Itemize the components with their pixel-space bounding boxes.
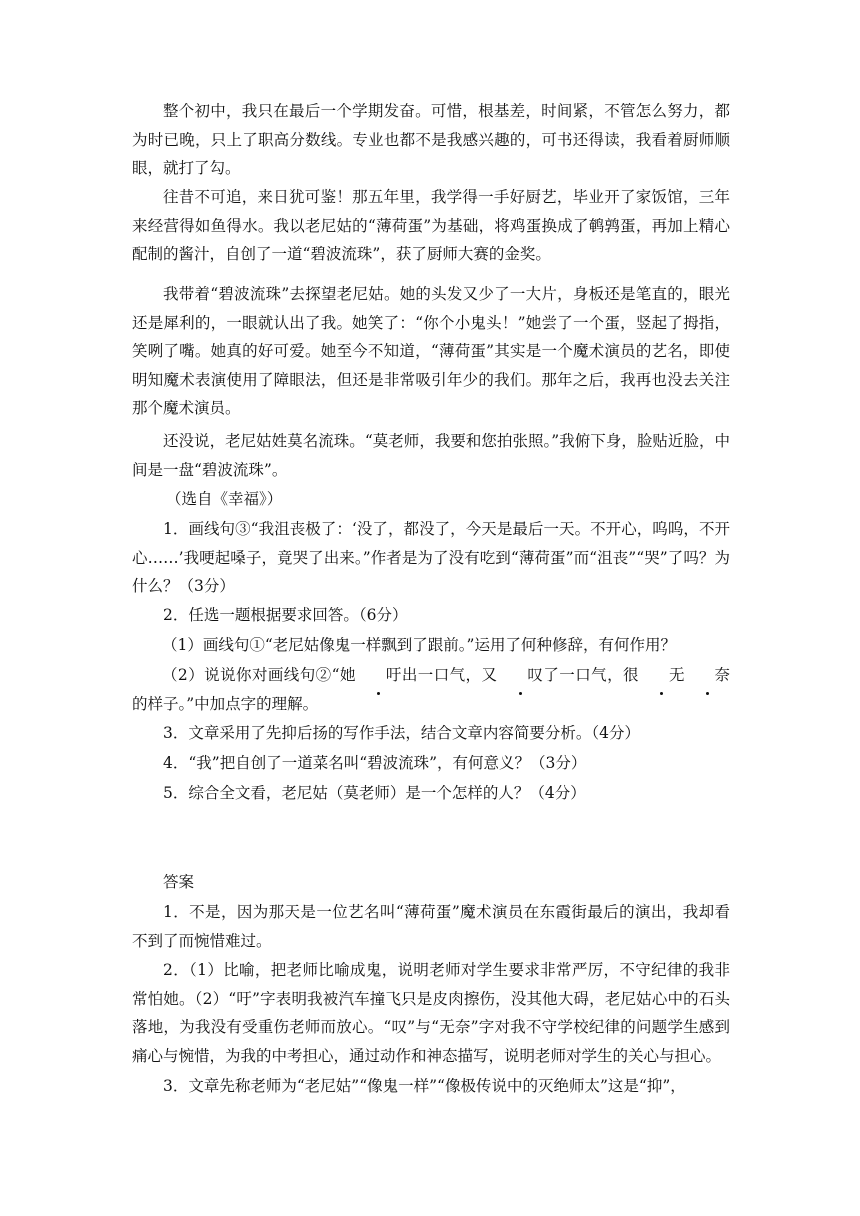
story-paragraph-1: 整个初中，我只在最后一个学期发奋。可惜，根基差，时间紧，不管怎么努力，都为时已晚，只上了职高分数线。专业也都不是我感兴趣的，可书还得读，我看着厨师顺眼，就打了勾。 [132, 102, 730, 177]
question-3: 3．文章采用了先抑后扬的写作手法，结合文章内容简要分析。（4分） [163, 724, 640, 742]
q2b-text-1: （2）说说你对画线句②“她 [162, 666, 356, 684]
emphasis-char-xu: 吁 [356, 661, 402, 690]
story-paragraph-3: 我带着“碧波流珠”去探望老尼姑。她的头发又少了一大片，身板还是笔直的，眼光还是犀利的，一眼就认出了我。她笑了：“你个小鬼头！”她尝了一个蛋，竖起了拇指，笑咧了嘴。她真的好可爱。她至今不知道，“薄荷蛋”其实是一个魔术演员的艺名，即使明知魔术表演使用了障眼法，但还是非常吸引年少的我们。那年之后，我再也没去关注那个魔术演员。 [132, 285, 730, 417]
answers-heading: 答案 [163, 873, 195, 891]
question-5: 5．综合全文看，老尼姑（莫老师）是一个怎样的人？（4分） [163, 784, 586, 802]
question-4: 4．“我”把自创了一道菜名叫“碧波流珠”，有何意义？（3分） [163, 754, 587, 772]
q2b-text-4: 的样子。”中加点字的理解。 [132, 694, 319, 713]
answer-1: 1．不是，因为那天是一位艺名叫“薄荷蛋”魔术演员在东霞街最后的演出，我却看不到了而惋惜难过。 [132, 903, 730, 950]
emphasis-char-wu: 无 [639, 661, 685, 690]
emphasis-char-tan: 叹 [497, 661, 543, 690]
answer-3: 3．文章先称老师为“老尼姑”“像鬼一样”“像极传说中的灭绝师太”这是“抑”， [163, 1077, 686, 1095]
q2b-text-2: 出一口气，又 [401, 666, 498, 684]
question-2-option-2 [132, 661, 730, 718]
emphasis-char-nai: 奈 [684, 661, 730, 690]
story-paragraph-4: 还没说，老尼姑姓莫名流珠。“莫老师，我要和您拍张照。”我俯下身，脸贴近脸，中间是一盘“碧波流珠”。 [132, 432, 730, 479]
story-source: （选自《幸福》） [166, 490, 283, 508]
question-2-option-1: （1）画线句①“老尼姑像鬼一样飘到了跟前。”运用了何种修辞，有何作用？ [162, 636, 676, 654]
question-1: 1．画线句③“我沮丧极了：‘没了，都没了，今天是最后一天。不开心，呜呜，不开心……’我哽起嗓子，竟哭了出来。”作者是为了没有吃到“薄荷蛋”而“沮丧”“哭”了吗？为什么？（3分） [132, 520, 730, 595]
question-2: 2．任选一题根据要求回答。（6分） [163, 606, 408, 624]
story-paragraph-2: 往昔不可追，来日犹可鉴！那五年里，我学得一手好厨艺，毕业开了家饭馆，三年来经营得如鱼得水。我以老尼姑的“薄荷蛋”为基础，将鸡蛋换成了鹌鹑蛋，再加上精心配制的酱汁，自创了一道“碧波流珠”，获了厨师大赛的金奖。 [132, 188, 730, 263]
answer-2: 2．（1）比喻，把老师比喻成鬼，说明老师对学生要求非常严厉，不守纪律的我非常怕她。（2）“吁”字表明我被汽车撞飞只是皮肉擦伤，没其他大碍，老尼姑心中的石头落地，为我没有受重伤老师而放心。“叹”与“无奈”字对我不守学校纪律的问题学生感到痛心与惋惜，为我的中考担心，通过动作和神态描写，说明老师对学生的关心与担心。 [132, 961, 730, 1065]
q2b-text-3: 了一口气，很 [542, 666, 639, 684]
